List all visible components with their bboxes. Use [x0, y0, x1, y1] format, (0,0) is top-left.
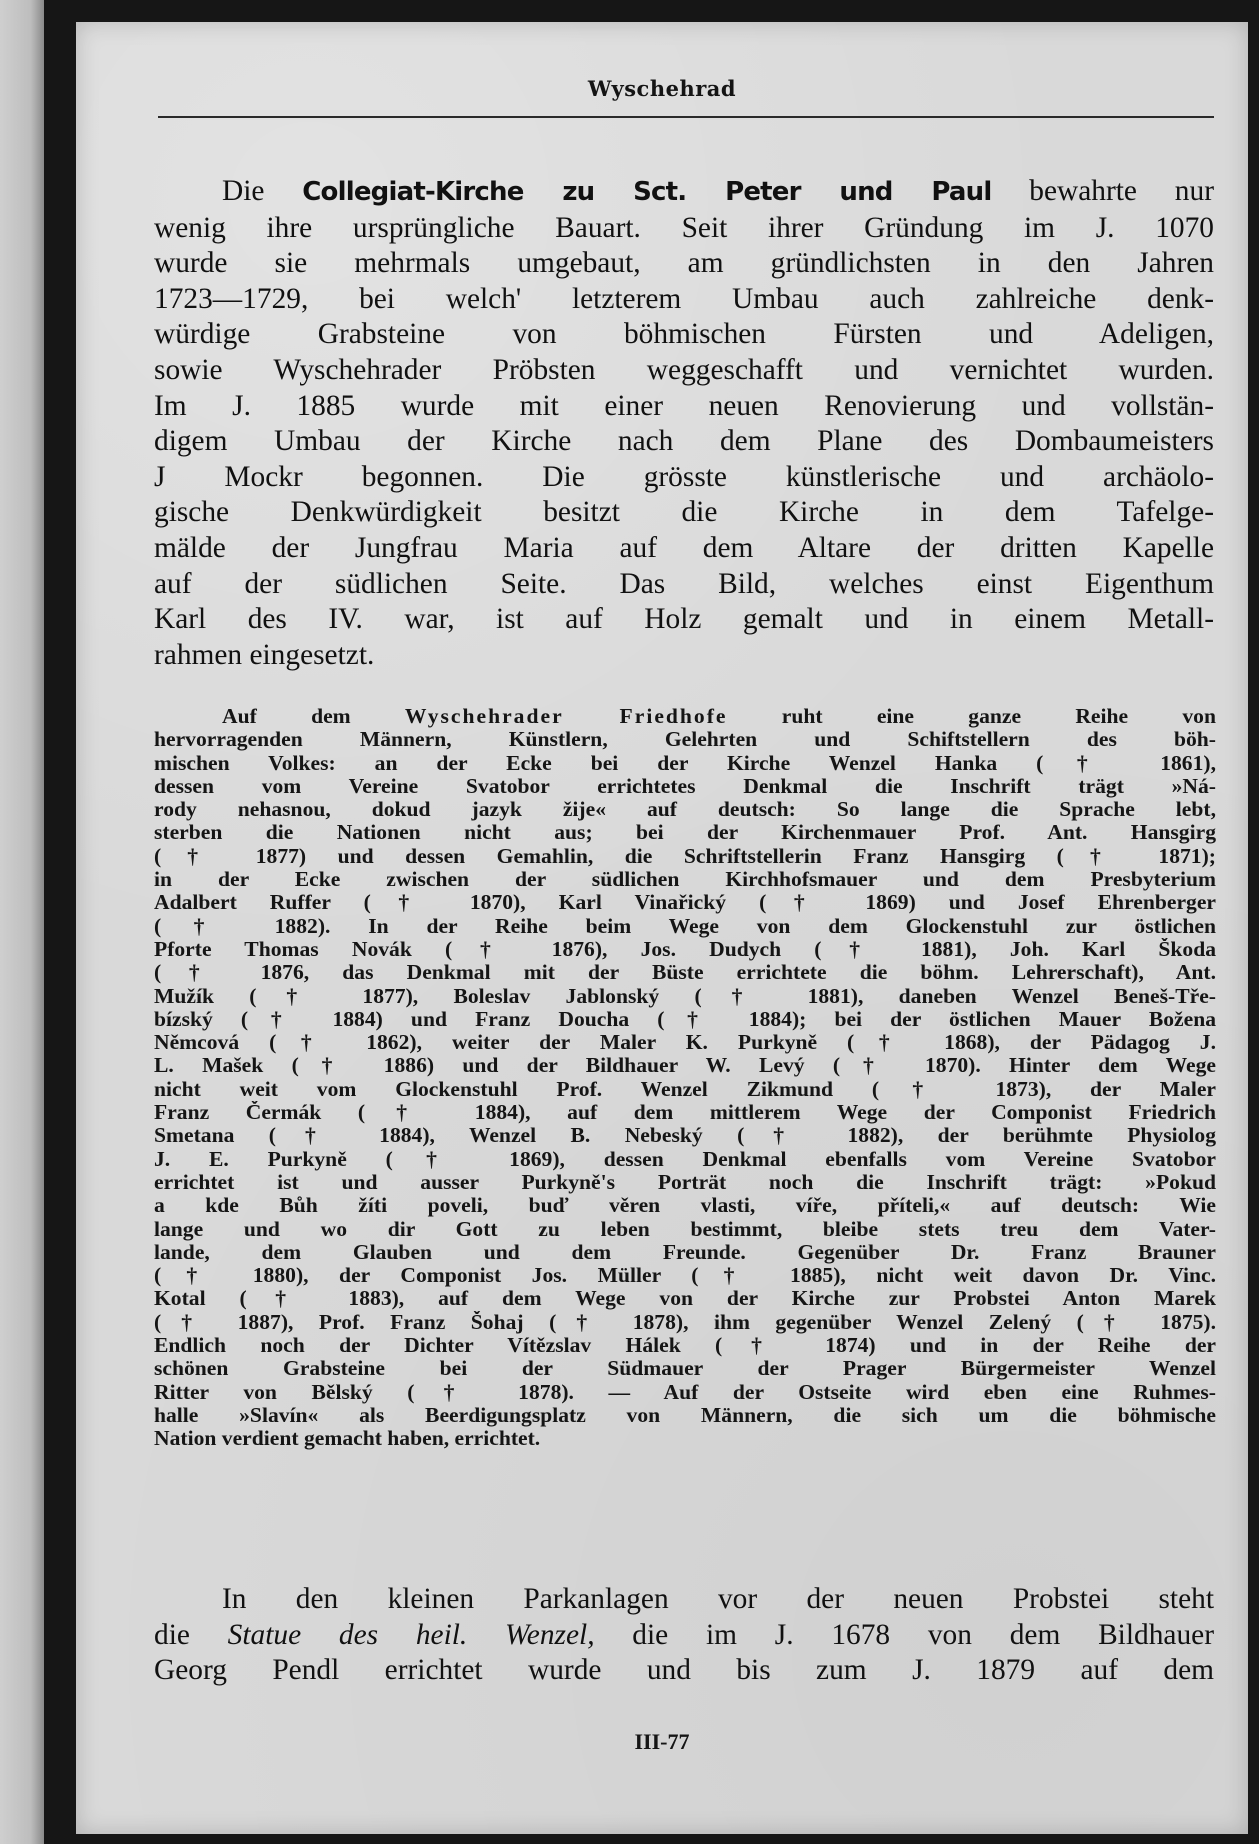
heading-friedhof: Wyschehrader Friedhofe	[404, 705, 728, 728]
text-line: sterben die Nationen nicht aus; bei der Kirchenmauer Prof. Ant. Hansgirg	[154, 821, 1216, 845]
text-line: († 1877) und dessen Gemahlin, die Schriftstellerin Franz Hansgirg († 1871);	[154, 844, 1216, 868]
text-line: gische Denkwürdigkeit besitzt die Kirche in dem Tafelge-	[154, 496, 1214, 529]
text-line: Smetana († 1884), Wenzel B. Nebeský († 1882), der berühmte Physiolog	[154, 1124, 1216, 1148]
paragraph-friedhof	[154, 705, 1216, 1451]
text-line: Die Collegiat-Kirche zu Sct. Peter und Paul bewahrte nur	[222, 175, 1214, 207]
text-line: 1723—1729, bei welch' letzterem Umbau auch zahlreiche denk-	[154, 282, 1214, 315]
text-line: J. E. Purkyně († 1869), dessen Denkmal ebenfalls vom Vereine Svatobor	[154, 1147, 1216, 1171]
text-line: Im J. 1885 wurde mit einer neuen Renovierung und vollstän-	[154, 389, 1214, 422]
adjacent-page-edge	[0, 0, 44, 1844]
text-line: würdige Grabsteine von böhmischen Fürsten und Adeligen,	[154, 318, 1214, 351]
paragraph-statue-wenzel	[154, 1582, 1214, 1689]
text-line: Němcová († 1862), weiter der Maler K. Purkyně († 1868), der Pädagog J.	[154, 1031, 1216, 1055]
text-line: nicht weit vom Glockenstuhl Prof. Wenzel Zikmund († 1873), der Maler	[154, 1077, 1216, 1101]
heading-collegiat-kirche: Collegiat-Kirche zu Sct. Peter und Paul	[302, 177, 992, 207]
statue-title: Statue des heil. Wenzel,	[227, 1618, 595, 1651]
text-line: schönen Grabsteine bei der Südmauer der Prager Bürgermeister Wenzel	[154, 1357, 1216, 1381]
text-line: auf der südlichen Seite. Das Bild, welches einst Eigenthum	[154, 567, 1214, 600]
text-line: Kotal († 1883), auf dem Wege von der Kirche zur Probstei Anton Marek	[154, 1287, 1216, 1311]
text-line: Adalbert Ruffer († 1870), Karl Vinařický († 1869) und Josef Ehrenberger	[154, 891, 1216, 915]
text-line: Auf dem Wyschehrader Friedhofe ruht eine ganze Reihe von	[222, 705, 1216, 728]
text-line: Endlich noch der Dichter Vítězslav Hálek († 1874) und in der Reihe der	[154, 1334, 1216, 1358]
page-number: III-77	[634, 1729, 690, 1754]
running-title: Wyschehrad	[587, 76, 737, 101]
text-line: sowie Wyschehrader Pröbsten weggeschafft und vernichtet wurden.	[154, 353, 1214, 386]
text-line: dessen vom Vereine Svatobor errichtetes Denkmal die Inschrift trägt »Ná-	[154, 774, 1216, 798]
text-line: hervorragenden Männern, Künstlern, Gelehrten und Schiftstellern des böh-	[154, 728, 1216, 752]
text-line: Nation verdient gemacht haben, errichtet.	[154, 1427, 541, 1451]
text-line: lange und wo dir Gott zu leben bestimmt, bleibe stets treu dem Vater-	[154, 1217, 1216, 1241]
text-line: Karl des IV. war, ist auf Holz gemalt und in einem Metall-	[154, 603, 1214, 636]
text-line: bízský († 1884) und Franz Doucha († 1884); bei der östlichen Mauer Božena	[154, 1007, 1216, 1031]
text-line: († 1882). In der Reihe beim Wege von dem Glockenstuhl zur östlichen	[154, 914, 1216, 938]
text-line: errichtet ist und ausser Purkyně's Porträt noch die Inschrift trägt: »Pokud	[154, 1170, 1216, 1194]
text-line: digem Umbau der Kirche nach dem Plane des Dombaumeisters	[154, 425, 1214, 458]
header-rule	[158, 116, 1214, 118]
text-line: rody nehasnou, dokud jazyk žije« auf deutsch: So lange die Sprache lebt,	[154, 798, 1216, 822]
text-line: In den kleinen Parkanlagen vor der neuen Probstei steht	[222, 1583, 1214, 1615]
text-line: wurde sie mehrmals umgebaut, am gründlichsten in den Jahren	[154, 247, 1214, 280]
text-line: Georg Pendl errichtet wurde und bis zum J. 1879 auf dem	[154, 1654, 1214, 1687]
text-line: J Mockr begonnen. Die grösste künstlerische und archäolo-	[154, 460, 1214, 493]
text-line: († 1880), der Componist Jos. Müller († 1885), nicht weit davon Dr. Vinc.	[154, 1264, 1216, 1288]
paragraph-collegiat-kirche	[154, 174, 1214, 673]
text-line: († 1887), Prof. Franz Šohaj († 1878), ihm gegenüber Wenzel Zelený († 1875).	[154, 1310, 1216, 1334]
text-line: die Statue des heil. Wenzel, die im J. 1678 von dem Bildhauer	[154, 1618, 1214, 1651]
text-line: wenig ihre ursprüngliche Bauart. Seit ihrer Gründung im J. 1070	[154, 211, 1214, 244]
book-page	[76, 22, 1248, 1834]
text-line: Mužík († 1877), Boleslav Jablonský († 1881), daneben Wenzel Beneš-Tře-	[154, 984, 1216, 1008]
text-line: rahmen eingesetzt.	[154, 638, 375, 671]
text-line: mischen Volkes: an der Ecke bei der Kirche Wenzel Hanka († 1861),	[154, 751, 1216, 775]
text-line: mälde der Jungfrau Maria auf dem Altare der dritten Kapelle	[154, 531, 1214, 564]
text-line: Pforte Thomas Novák († 1876), Jos. Dudych († 1881), Joh. Karl Škoda	[154, 937, 1216, 961]
text-line: Ritter von Bělský († 1878). — Auf der Ostseite wird eben eine Ruhmes-	[154, 1380, 1216, 1404]
text-line: L. Mašek († 1886) und der Bildhauer W. Levý († 1870). Hinter dem Wege	[154, 1054, 1216, 1078]
text-line: lande, dem Glauben und dem Freunde. Gegenüber Dr. Franz Brauner	[154, 1240, 1216, 1264]
text-line: Franz Čermák († 1884), auf dem mittlerem Wege der Componist Friedrich	[154, 1101, 1216, 1125]
text-line: a kde Bůh žíti poveli, buď věren vlasti, víře, příteli,« auf deutsch: Wie	[154, 1194, 1216, 1218]
text-line: († 1876, das Denkmal mit der Büste errichtete die böhm. Lehrerschaft), Ant.	[154, 961, 1216, 985]
text-line: in der Ecke zwischen der südlichen Kirchhofsmauer und dem Presbyterium	[154, 868, 1216, 892]
text-line: halle »Slavín« als Beerdigungsplatz von Männern, die sich um die böhmische	[154, 1403, 1216, 1427]
